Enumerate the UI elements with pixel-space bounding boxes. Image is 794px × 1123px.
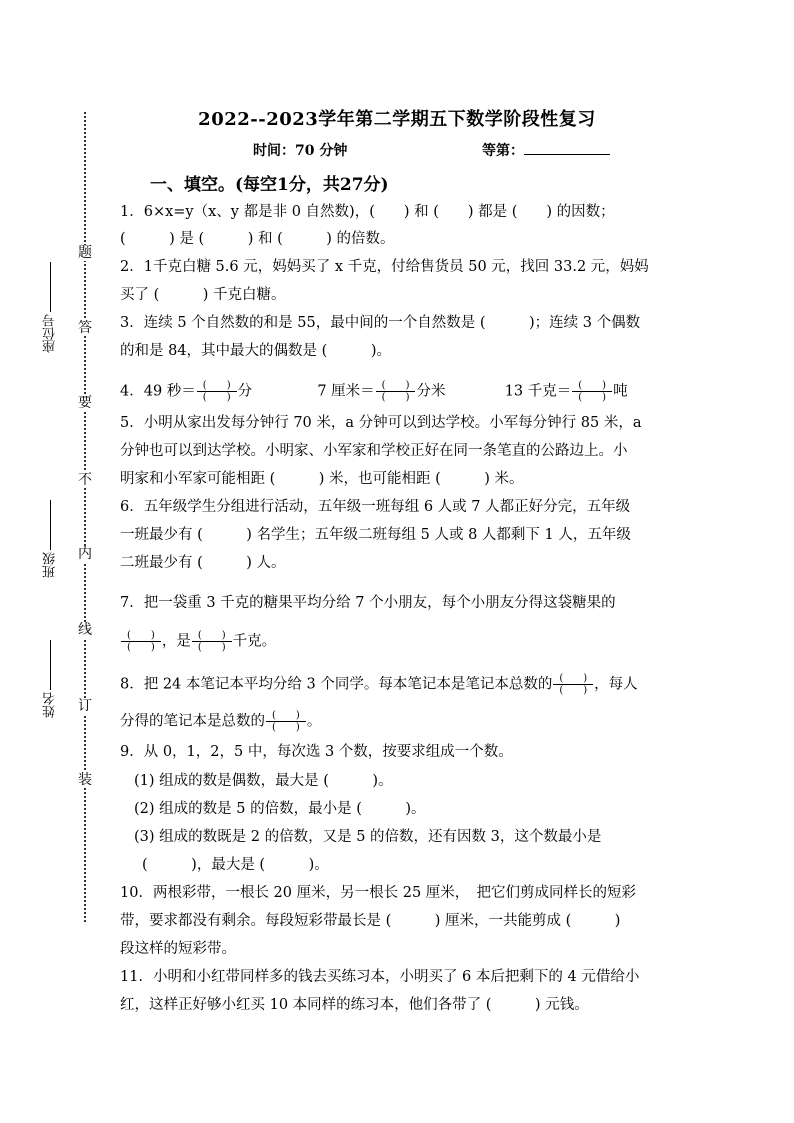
fraction-blank[interactable]: $\frac{( )}{( )}$ — [572, 380, 612, 403]
fraction-blank[interactable]: $\frac{( )}{( )}$ — [121, 630, 161, 653]
q6-line3: 二班最少有 ( ) 人。 — [120, 555, 286, 571]
fraction-blank[interactable]: $\frac{( )}{( )}$ — [553, 673, 593, 696]
fraction-blank[interactable]: $\frac{( )}{( )}$ — [192, 630, 232, 653]
fraction-blank[interactable]: $\frac{( )}{( )}$ — [266, 710, 306, 733]
margin-char: 要 — [75, 395, 95, 411]
q4-line: 4．49 秒＝ $\frac{( )}{( )}$ 分 7 厘米＝ $\frac{( )}{( )}$ 分米 13 千克＝ $\frac{( )}{( )}$ 吨 — [120, 380, 628, 403]
q7-line1: 7．把一袋重 3 千克的糖果平均分给 7 个小朋友，每个小朋友分得这袋糖果的 — [120, 595, 616, 611]
q9-line: 9．从 0，1，2，5 中，每次选 3 个数，按要求组成一个数。 — [120, 744, 513, 760]
q9-part2: (2) 组成的数是 5 的倍数，最小是 ( )。 — [134, 801, 426, 817]
q2-line2: 买了 ( ) 千克白糖。 — [120, 287, 286, 303]
margin-char: 答 — [75, 320, 95, 336]
q2-line1: 2．1千克白糖 5.6 元，妈妈买了 x 千克，付给售货员 50 元，找回 33.2 元，妈妈 — [120, 259, 649, 275]
margin-char: 不 — [75, 472, 95, 488]
margin-char: 内 — [75, 546, 95, 562]
fraction-blank[interactable]: $\frac{( )}{( )}$ — [376, 380, 416, 403]
fraction-blank[interactable]: $\frac{( )}{( )}$ — [197, 380, 237, 403]
q6-line1: 6．五年级学生分组进行活动，五年级一班每组 6 人或 7 人都正好分完，五年级 — [120, 499, 631, 515]
margin-char: 线 — [75, 622, 95, 638]
name-field[interactable]: 姓名 — [43, 640, 58, 718]
q7-line2: $\frac{( )}{( )}$ ，是 $\frac{( )}{( )}$ 千克。 — [120, 630, 276, 653]
q9-part1: (1) 组成的数是偶数，最大是 ( )。 — [134, 773, 393, 789]
binding-dotted-line — [84, 112, 86, 922]
q8-line1: 8．把 24 本笔记本平均分给 3 个同学。每本笔记本是笔记本总数的 $\frac{( )}{( )}$ ，每人 — [120, 673, 638, 696]
page-title: 2022--2023学年第二学期五下数学阶段性复习 — [198, 109, 596, 130]
q10-line1: 10．两根彩带，一根长 20 厘米，另一根长 25 厘米， 把它们剪成同样长的短彩 — [120, 885, 637, 901]
q3-line2: 的和是 84，其中最大的偶数是 ( )。 — [120, 343, 391, 359]
q3-line1: 3．连续 5 个自然数的和是 55，最中间的一个自然数是 ( )；连续 3 个偶数 — [120, 315, 641, 331]
q1-line1: 1．6×x=y（x、y 都是非 0 自然数)，( ) 和 ( ) 都是 ( ) 的因数； — [120, 204, 615, 220]
section-title: 一、填空。(每空1分，共27分) — [150, 175, 389, 195]
exam-time: 时间：70 分钟 — [253, 143, 348, 159]
q5-line2: 分钟也可以到达学校。小明家、小军家和学校正好在同一条笔直的公路边上。小 — [120, 443, 628, 459]
q11-line1: 11．小明和小红带同样多的钱去买练习本，小明买了 6 本后把剩下的 4 元借给小 — [120, 969, 640, 985]
margin-char: 装 — [75, 772, 95, 788]
q11-line2: 红，这样正好够小红买 10 本同样的练习本，他们各带了 ( ) 元钱。 — [120, 997, 589, 1013]
margin-char: 订 — [75, 698, 95, 714]
q1-line2: ( ) 是 ( ) 和 ( ) 的倍数。 — [120, 231, 395, 247]
seat-number-field[interactable]: 座位号 — [43, 262, 58, 353]
q10-line3: 段这样的短彩带。 — [120, 941, 236, 957]
q6-line2: 一班最少有 ( ) 名学生；五年级二班每组 5 人或 8 人都剩下 1 人，五年级 — [120, 527, 631, 543]
q5-line3: 明家和小军家可能相距 ( ) 米，也可能相距 ( ) 米。 — [120, 471, 524, 487]
class-field[interactable]: 班级 — [43, 500, 58, 578]
margin-char: 题 — [75, 245, 95, 261]
q5-line1: 5．小明从家出发每分钟行 70 米，a 分钟可以到达学校。小军每分钟行 85 米，a — [120, 415, 642, 431]
q9-part3-line2: ( )，最大是 ( )。 — [142, 857, 329, 873]
grade-field[interactable]: 等第： — [482, 140, 610, 160]
q10-line2: 带，要求都没有剩余。每段短彩带最长是 ( ) 厘米，一共能剪成 ( ) — [120, 913, 621, 929]
q8-line2: 分得的笔记本是总数的 $\frac{( )}{( )}$ 。 — [120, 710, 322, 733]
q9-part3-line1: (3) 组成的数既是 2 的倍数，又是 5 的倍数，还有因数 3，这个数最小是 — [134, 829, 602, 845]
